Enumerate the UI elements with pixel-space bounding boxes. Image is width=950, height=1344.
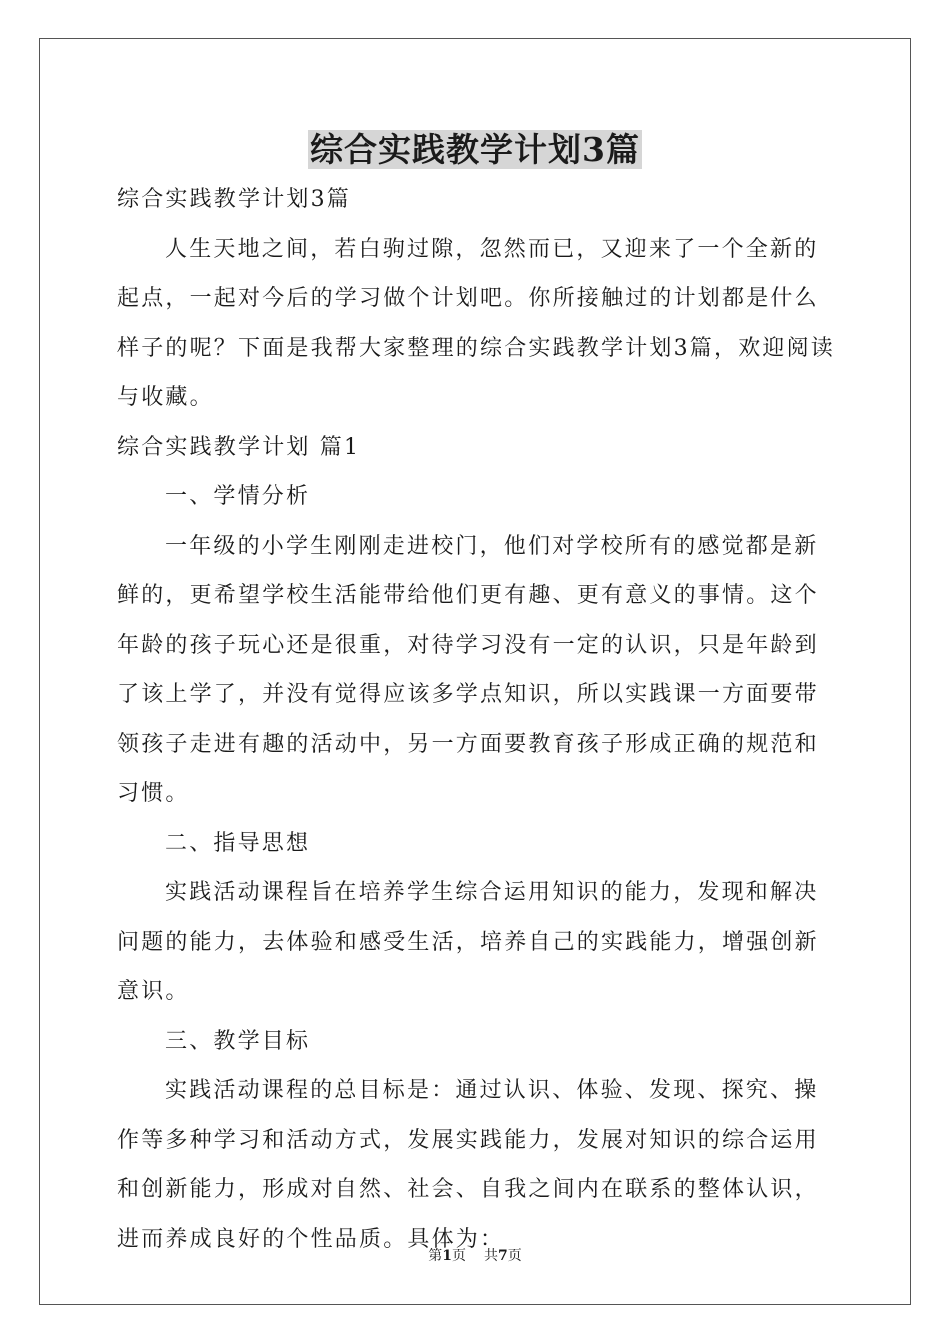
heading-learning-analysis: 一、学情分析 [165, 484, 311, 509]
paragraph-subtitle: 综合实践教学计划3篇 [117, 187, 351, 212]
heading-teaching-goals: 三、教学目标 [165, 1028, 311, 1054]
page-number-suffix: 页 [452, 1248, 466, 1264]
page-footer [0, 1246, 950, 1266]
page-total: 7 [498, 1248, 508, 1264]
heading-guiding-thought: 二、指导思想 [165, 830, 311, 856]
document-title [0, 128, 950, 172]
section-heading-part1: 综合实践教学计划 篇1 [117, 434, 361, 460]
page-number-prefix: 第 [428, 1248, 443, 1264]
document-body [117, 175, 837, 1264]
paragraph-guiding-thought: 实践活动课程旨在培养学生综合运用知识的能力，发现和解决问题的能力，去体验和感受生活，培养自己的实践能力，增强创新意识。 [117, 880, 819, 1004]
page-total-suffix: 页 [507, 1248, 522, 1264]
paragraph-intro: 人生天地之间，若白驹过隙，忽然而已，又迎来了一个全新的起点，一起对今后的学习做个计划吧。你所接触过的计划都是什么样子的呢？下面是我帮大家整理的综合实践教学计划3篇，欢迎阅读与收藏。 [117, 236, 835, 410]
paragraph-learning-analysis: 一年级的小学生刚刚走进校门，他们对学校所有的感觉都是新鲜的，更希望学校生活能带给他们更有趣、更有意义的事情。这个年龄的孩子玩心还是很重，对待学习没有一定的认识，只是年龄到了该上学了，并没有觉得应该多学点知识，所以实践课一方面要带领孩子走进有趣的活动中，另一方面要教育孩子形成正确的规范和习惯。 [117, 533, 819, 806]
page-total-prefix: 共 [484, 1248, 498, 1264]
document-title-text: 综合实践教学计划3篇 [310, 130, 640, 169]
page-number-current: 1 [442, 1248, 452, 1264]
paragraph-teaching-goals: 实践活动课程的总目标是：通过认识、体验、发现、探究、操作等多种学习和活动方式，发展实践能力，发展对知识的综合运用和创新能力，形成对自然、社会、自我之间内在联系的整体认识，进而养成良好的个性品质。具体为： [117, 1078, 819, 1252]
